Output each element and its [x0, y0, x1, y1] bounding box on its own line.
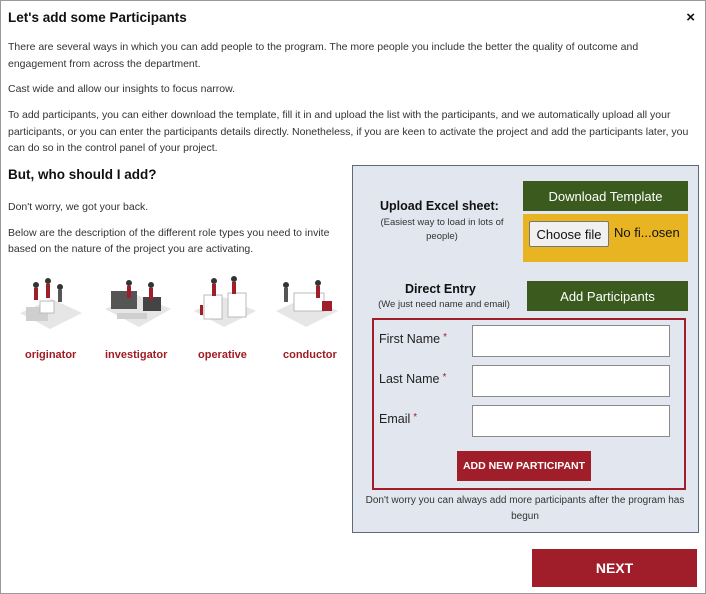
upload-heading: Upload Excel sheet: — [380, 199, 499, 213]
required-marker: * — [442, 372, 447, 383]
upload-subtext: (Easiest way to load in lots of people) — [380, 217, 504, 242]
email-label — [379, 412, 417, 426]
who-text-1: Don't worry, we got your back. — [8, 201, 149, 213]
download-template-button[interactable]: Download Template — [523, 181, 688, 211]
file-status: No fi...osen — [614, 225, 680, 240]
add-later-note: Don't worry you can always add more participants after the program has begun — [365, 495, 685, 522]
who-heading: But, who should I add? — [8, 167, 157, 182]
email-label-text: Email — [379, 412, 411, 426]
add-participants-button[interactable]: Add Participants — [527, 281, 688, 311]
originator-icon — [16, 273, 86, 335]
choose-file-button[interactable]: Choose file — [529, 221, 609, 247]
intro-paragraph-3: To add participants, you can either download the template, fill it in and upload the list with the participants, and we automatically upload all your participants, or you can enter the participants details directly. Nonetheless, if you are keen to activate the project and add the participants later, you can do so in the control panel of your project. — [8, 109, 689, 154]
add-new-participant-button[interactable]: ADD NEW PARTICIPANT — [457, 451, 591, 481]
role-label-investigator: investigator — [105, 349, 168, 361]
intro-paragraph-1: There are several ways in which you can add people to the program. The more people you include the better the quality of outcome and engagement from across the department. — [8, 41, 639, 70]
direct-entry-heading: Direct Entry — [405, 282, 476, 296]
first-name-label-text: First Name — [379, 332, 441, 346]
direct-entry-subtext: (We just need name and email) — [378, 299, 510, 310]
role-label-operative: operative — [198, 349, 247, 361]
first-name-label — [379, 332, 447, 346]
required-marker: * — [443, 332, 448, 343]
first-name-input[interactable] — [472, 325, 670, 357]
last-name-input[interactable] — [472, 365, 670, 397]
last-name-label — [379, 372, 446, 386]
last-name-label-text: Last Name — [379, 372, 440, 386]
role-label-originator: originator — [25, 349, 77, 361]
operative-icon — [190, 273, 260, 335]
dialog-title: Let's add some Participants — [8, 10, 187, 25]
next-button[interactable]: NEXT — [532, 549, 697, 587]
who-text-2: Below are the description of the different role types you need to invite based on the nature of the project you are activating. — [8, 227, 330, 255]
investigator-icon — [103, 273, 173, 335]
required-marker: * — [413, 412, 418, 423]
intro-paragraph-2: Cast wide and allow our insights to focus narrow. — [8, 83, 236, 95]
role-label-conductor: conductor — [283, 349, 337, 361]
email-input[interactable] — [472, 405, 670, 437]
conductor-icon — [272, 273, 342, 335]
close-icon[interactable]: × — [686, 9, 695, 26]
